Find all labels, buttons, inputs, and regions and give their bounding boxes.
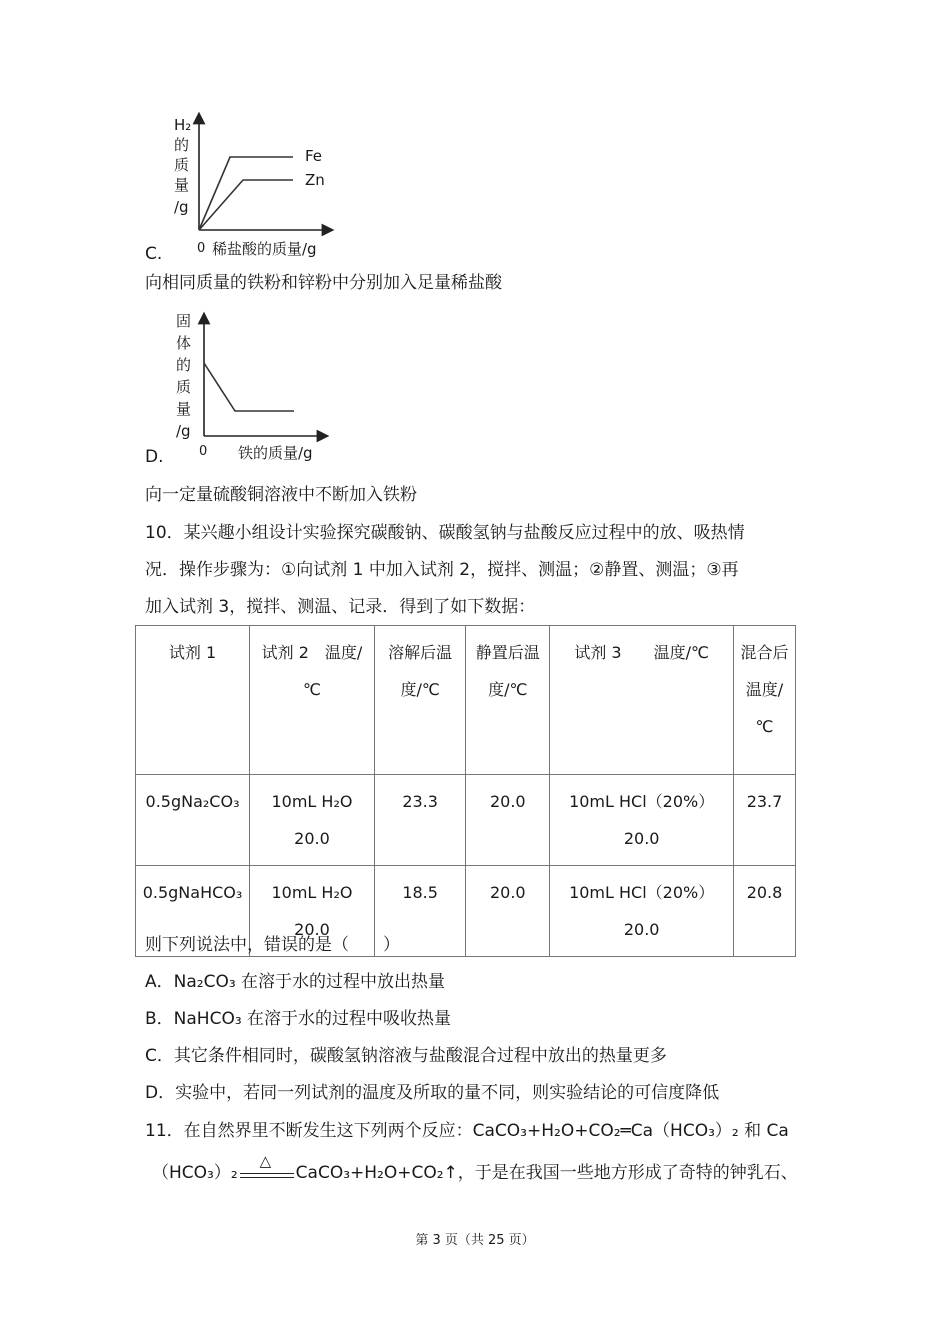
table-header-cell: 溶解后温度/℃ bbox=[374, 626, 465, 775]
graph-c bbox=[168, 112, 338, 262]
q10-data-table bbox=[135, 625, 796, 957]
option-c-letter: C. bbox=[145, 244, 163, 264]
graph-d-line bbox=[204, 363, 294, 411]
table-header-cell: 试剂 2 温度/℃ bbox=[250, 626, 375, 775]
graph-d-origin: 0 bbox=[199, 444, 208, 459]
q11-line-2-prefix: （HCO₃）₂ bbox=[152, 1163, 238, 1183]
heating-equals-sign bbox=[238, 1152, 296, 1184]
graph-c-ylabel-3: 量 bbox=[174, 176, 190, 194]
table-header-cell: 试剂 1 bbox=[136, 626, 250, 775]
table-header-row bbox=[136, 626, 796, 775]
graph-d-ylabel-2: 的 bbox=[176, 356, 192, 374]
graph-c-origin: 0 bbox=[197, 241, 206, 256]
graph-c-zn-line bbox=[199, 180, 293, 230]
table-cell: 10mL H₂O 20.0 bbox=[250, 775, 375, 866]
graph-c-legend-fe: Fe bbox=[305, 147, 323, 165]
graph-d-ylabel-3: 质 bbox=[176, 378, 192, 396]
table-cell: 10mL H₂O 20.0 bbox=[250, 866, 375, 957]
table-cell: 20.0 bbox=[466, 775, 550, 866]
table-row bbox=[136, 775, 796, 866]
table-cell: 10mL HCl（20%） 20.0 bbox=[550, 866, 734, 957]
table-header-cell: 静置后温度/℃ bbox=[466, 626, 550, 775]
graph-d-ylabel-4: 量 bbox=[176, 400, 192, 418]
table-cell: 20.0 bbox=[466, 866, 550, 957]
graph-c-ylabel-0: H₂ bbox=[174, 116, 192, 134]
table-cell: 20.8 bbox=[734, 866, 796, 957]
table-cell: 0.5gNa₂CO₃ bbox=[136, 775, 250, 866]
table-cell: 23.3 bbox=[374, 775, 465, 866]
q10-option-b: B．NaHCO₃ 在溶于水的过程中吸收热量 bbox=[145, 1009, 452, 1029]
q10-intro-3: 加入试剂 3，搅拌、测温、记录．得到了如下数据： bbox=[145, 597, 536, 617]
graph-d bbox=[168, 308, 333, 466]
q11-line-2 bbox=[152, 1152, 798, 1184]
q10-option-a: A．Na₂CO₃ 在溶于水的过程中放出热量 bbox=[145, 972, 446, 992]
q10-intro-1: 10．某兴趣小组设计实验探究碳酸钠、碳酸氢钠与盐酸反应过程中的放、吸热情 bbox=[145, 523, 745, 543]
table-header-cell: 混合后温度/℃ bbox=[734, 626, 796, 775]
graph-d-ylabel-0: 固 bbox=[176, 312, 192, 330]
graph-c-ylabel-1: 的 bbox=[174, 136, 190, 154]
q10-option-d: D．实验中，若同一列试剂的温度及所取的量不同，则实验结论的可信度降低 bbox=[145, 1083, 720, 1103]
graph-c-caption: 向相同质量的铁粉和锌粉中分别加入足量稀盐酸 bbox=[145, 273, 502, 293]
table-cell: 23.7 bbox=[734, 775, 796, 866]
heat-triangle-icon: △ bbox=[259, 1152, 272, 1170]
graph-c-ylabel-4: /g bbox=[174, 198, 189, 216]
table-header-cell: 试剂 3 温度/℃ bbox=[550, 626, 734, 775]
q10-question: 则下列说法中，错误的是（ ） bbox=[145, 935, 400, 955]
graph-d-xlabel: 铁的质量/g bbox=[238, 444, 313, 462]
graph-d-ylabel-1: 体 bbox=[176, 334, 192, 352]
graph-c-ylabel-2: 质 bbox=[174, 156, 190, 174]
graph-c-fe-line bbox=[199, 157, 293, 230]
page-footer: 第 3 页（共 25 页） bbox=[415, 1233, 535, 1248]
graph-c-legend-zn: Zn bbox=[305, 171, 325, 189]
option-d-letter: D. bbox=[145, 447, 164, 467]
graph-c-xlabel: 稀盐酸的质量/g bbox=[212, 240, 317, 258]
table-cell: 0.5gNaHCO₃ bbox=[136, 866, 250, 957]
q10-intro-2: 况．操作步骤为：①向试剂 1 中加入试剂 2，搅拌、测温；②静置、测温；③再 bbox=[145, 560, 739, 580]
q11-line-2-suffix: CaCO₃+H₂O+CO₂↑，于是在我国一些地方形成了奇特的钟乳石、 bbox=[295, 1163, 798, 1183]
graph-d-caption: 向一定量硫酸铜溶液中不断加入铁粉 bbox=[145, 485, 417, 505]
table-cell: 18.5 bbox=[374, 866, 465, 957]
q11-line-1: 11．在自然界里不断发生这下列两个反应：CaCO₃+H₂O+CO₂═Ca（HCO₃）₂ 和 Ca bbox=[145, 1121, 789, 1141]
graph-d-ylabel-5: /g bbox=[176, 422, 191, 440]
q10-option-c: C．其它条件相同时，碳酸氢钠溶液与盐酸混合过程中放出的热量更多 bbox=[145, 1046, 667, 1066]
table-cell: 10mL HCl（20%） 20.0 bbox=[550, 775, 734, 866]
